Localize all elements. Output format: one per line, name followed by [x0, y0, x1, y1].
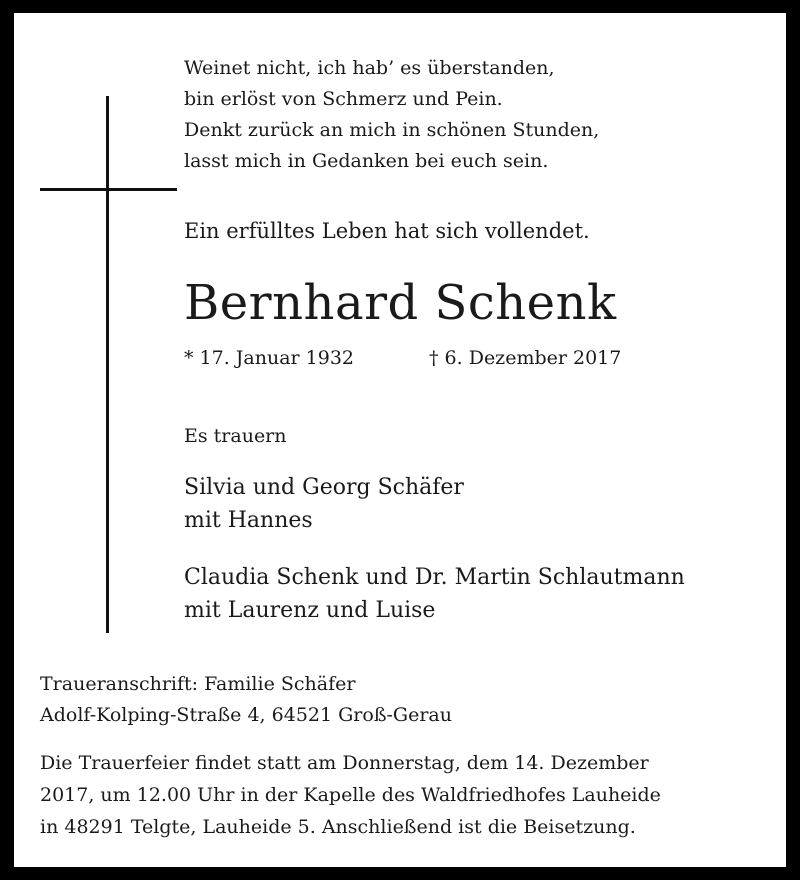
service-line: 2017, um 12.00 Uhr in der Kapelle des Waldfriedhofes Lauheide [40, 784, 661, 806]
birth-date: * 17. Januar 1932 [184, 347, 355, 369]
deceased-name: Bernhard Schenk [184, 275, 617, 331]
poem-line: lasst mich in Gedanken bei euch sein. [184, 150, 549, 172]
cross-icon-vertical-bar [106, 96, 109, 633]
mourners-intro: Es trauern [184, 425, 287, 447]
poem-line: Weinet nicht, ich hab’ es überstanden, [184, 57, 555, 79]
mourner-group [184, 471, 464, 537]
death-date: † 6. Dezember 2017 [429, 347, 622, 369]
funeral-service-info [40, 747, 661, 843]
poem-line: bin erlöst von Schmerz und Pein. [184, 88, 503, 110]
obituary-notice [14, 13, 786, 867]
mourner-line: Claudia Schenk und Dr. Martin Schlautmann [184, 565, 685, 590]
poem-line: Denkt zurück an mich in schönen Stunden, [184, 119, 600, 141]
poem [184, 53, 599, 177]
mourner-line: mit Hannes [184, 508, 313, 533]
address-line: Adolf-Kolping-Straße 4, 64521 Groß-Gerau [40, 704, 452, 726]
motto: Ein erfülltes Leben hat sich vollendet. [184, 219, 590, 243]
mourner-line: Silvia und Georg Schäfer [184, 475, 464, 500]
service-line: Die Trauerfeier findet statt am Donnerstag, dem 14. Dezember [40, 752, 649, 774]
mourning-address [40, 669, 452, 731]
service-line: in 48291 Telgte, Lauheide 5. Anschließend ist die Beisetzung. [40, 816, 636, 838]
address-line: Traueranschrift: Familie Schäfer [40, 673, 356, 695]
mourner-line: mit Laurenz und Luise [184, 598, 436, 623]
mourner-group [184, 561, 685, 627]
cross-icon-horizontal-bar [40, 188, 177, 191]
